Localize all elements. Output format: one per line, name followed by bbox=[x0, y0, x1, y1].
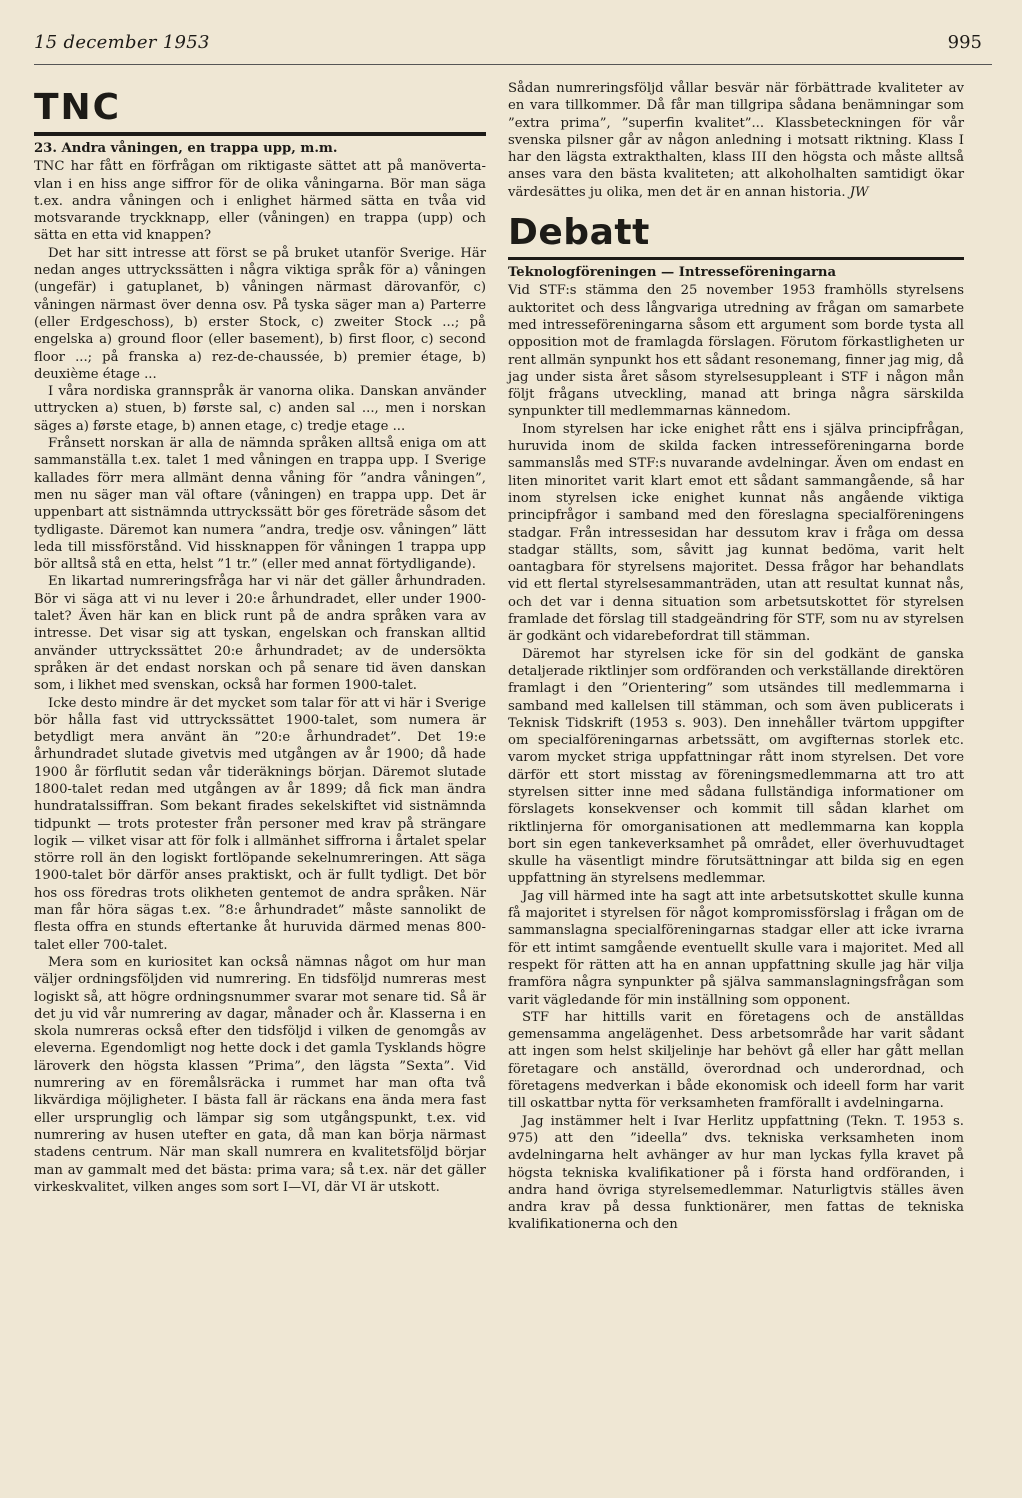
section-title-debatt: Debatt bbox=[508, 212, 650, 254]
paragraph: Jag vill härmed inte ha sagt att inte arbetsutskottet skulle kunna få majoritet i styrelsen för något kompromissförslag i frågan om de sammanslagna specialföreningarnas stadgar eller att icke ivrarna för ett intimt samgående eventuellt skulle vara i majoritet. Med all respekt för rätten att ha en annan uppfattning skulle jag här vilja framföra några synpunkter på själva sammanslagningsfrågan som varit vägledande för min inställning som opponent. bbox=[508, 888, 964, 1008]
title-rule bbox=[508, 257, 964, 260]
paragraph: Det har sitt intresse att först se på bruket utanför Sverige. Här nedan anges uttryckssätten i några viktiga språk för a) våningen (ungefär) i gatuplanet, b) våningen närmast därovanför, c) våningen närmast över denna osv. På tyska säger man a) Parterre (eller Erdgeschoss), b) erster Stock, c) zweiter Stock ...; på engelska a) ground floor (eller basement), b) first floor, c) second floor ...; på franska a) rez-de-chaussée, b) premier étage, b) deuxième étage ... bbox=[34, 245, 486, 382]
paragraph: En likartad numreringsfråga har vi när det gäller århundraden. Bör vi säga att vi nu lever i 20:e århundradet, eller under 1900-talet? Även här kan en blick runt på de andra språken vara av intresse. Det visar sig att tyskan, engelskan och franskan alltid använder uttryckssättet 20:e århundradet; av de undersökta språken är det endast norskan och på senare tid även danskan som, i likhet med svenskan, också har formen 1900-talet. bbox=[34, 574, 486, 694]
section-title-tnc: TNC bbox=[34, 87, 122, 128]
intro-paragraph bbox=[508, 80, 964, 201]
issue-date: 15 december 1953 bbox=[34, 32, 210, 53]
article-subhead: Teknologföreningen — Intresseföreningarna bbox=[508, 265, 837, 281]
paragraph: I våra nordiska grannspråk är vanorna olika. Danskan använder uttrycken a) stuen, b) første sal, c) anden sal ..., men i norskan säges a) første etage, b) annen etage, c) tredje etage ... bbox=[34, 384, 486, 434]
paragraph: Jag instämmer helt i Ivar Herlitz uppfattning (Tekn. T. 1953 s. 975) att den ”ideella” dvs. tekniska verksamheten inom avdelningarna helt avhänger av hur man lyckas fylla kravet på högsta tekniska kvalifikationer på i första hand ordföranden, i andra hand övriga styrelsemedlemmar. Naturligtvis ställes även andra krav på dessa funktionärer, men fattas de tekniska kvalifikationerna och den bbox=[508, 1113, 964, 1233]
right-column bbox=[508, 80, 964, 1234]
author-signature: JW bbox=[849, 184, 869, 200]
paragraph: Vid STF:s stämma den 25 november 1953 framhölls styrelsens auktoritet och dess långvariga utredning av frågan om samarbete med intresseföreningarna såsom ett argument som borde tysta all opposition mot de framlagda förslagen. Förutom förkastligheten ur rent allmän synpunkt hos ett sådant resonemang, finner jag mig, då jag under sista året såsom styrelsesuppleant i STF i någon mån följt frågans utveckling, manad att bringa några särskilda synpunkter till medlemmarnas kännedom. bbox=[508, 283, 964, 420]
paragraph: Icke desto mindre är det mycket som talar för att vi här i Sverige bör hålla fast vid uttryckssättet 1900-talet, som numera är betydligt mera använt än ”20:e århundradet”. Det 19:e århundradet slutade givetvis med utgången av år 1900; då hade 1900 år förflutit sedan vår tideräknings början. Däremot slutade 1800-talet redan med utgången av år 1899; då fick man ändra hundratalssiffran. Som bekant firades sekelskiftet vid sistnämnda tidpunkt — trots protester från personer med krav på strängare logik — vilket visar att för folk i allmänhet siffrorna i årtalet spelar större roll än den logiskt fortlöpande sekelnumreringen. Att säga 1900-talet bör därför anses praktiskt, och är fullt tydligt. Det bör hos oss föredras trots olikheten gentemot de andra språken. När man får höra sägas t.ex. ”8:e århundradet” måste sannolikt de flesta offra en stunds eftertanke åt huruvida därmed menas 800-talet eller 700-talet. bbox=[34, 695, 486, 953]
paragraph: Däremot har styrelsen icke för sin del godkänt de ganska detaljerade riktlinjer som ordföranden och verkställande direktören framlagt i den ”Orientering” som utsändes till medlemmarna i samband med kallelsen till stämman, och som även publicerats i Teknisk Tidskrift (1953 s. 903). Den innehåller tvärtom uppgifter om specialföreningarnas arbetssätt, om avgifternas storlek etc. varom mycket striga uppfattningar rått inom styrelsen. Det vore därför ett stort misstag av föreningsmedlemmarna att tro att styrelsen sitter inne med sådana fullständiga informationer om förslagets konsekvenser och kommit till sådan klarhet om riktlinjerna för omorganisationen att medlemmarna kan koppla bort sin egen tankeverksamhet på området, eller överhuvudtaget skulle ha väsentligt mindre förutsättningar att bilda sig en egen uppfattning än styrelsens medlemmar. bbox=[508, 646, 964, 887]
page-header bbox=[34, 30, 992, 65]
title-rule bbox=[34, 132, 486, 136]
paragraph: TNC har fått en förfrågan om riktigaste sättet att på manövertavlan i en hiss ange siffror för de olika våningarna. Bör man säga t.ex. andra våningen och i enlighet härmed sätta en tvåa vid motsvarande tryckknapp, eller (våningen) en trappa (upp) och sätta en etta vid knappen? bbox=[34, 159, 486, 244]
intro-text: Sådan numreringsföljd vållar besvär när förbättrade kvaliteter av en vara tillkommer. Då får man tillgripa sådana benämningar som ”extra prima”, ”superfin kvalitet”... Klassbeteckningen för vår svenska pilsner går av någon anledning i motsatt riktning. Klass I har den lägsta extrakthalten, klass III den högsta och måste alltså anses vara den bästa kvaliteten; att alkoholhalten samtidigt ökar värdesättes ju olika, men det är en annan historia. bbox=[508, 81, 964, 200]
paragraph: STF har hittills varit en företagens och de anställdas gemensamma angelägenhet. Dess arbetsområde har varit sådant att ingen som helst skiljelinje har behövt gå eller har gått mellan företagare och anställd, överordnad och underordnad, och företagens medverkan i både ekonomisk och ideell form har varit till oskattbar nytta för verksamheten framförallt i avdelningarna. bbox=[508, 1009, 964, 1112]
page-number: 995 bbox=[947, 32, 982, 53]
article-subhead: 23. Andra våningen, en trappa upp, m.m. bbox=[34, 141, 338, 156]
paragraph: Inom styrelsen har icke enighet rått ens i själva principfrågan, huruvida inom de skilda facken intresseföreningarna borde sammanslås med STF:s nuvarande avdelningar. Även om endast en liten minoritet varit klart emot ett sådant sammangående, så har inom styrelsen icke enighet kunnat nås angående viktiga principfrågor i samband med den föreslagna specialföreningens stadgar. Från intressesidan har dessutom krav i fråga om dessa stadgar ställts, som, såvitt jag kunnat bedöma, varit helt oantagbara för styrelsens majoritet. Dessa frågor har behandlats vid ett flertal styrelsesammanträden, utan att resultat kunnat nås, och det var i denna situation som arbetsutskottet för styrelsen framlade det förslag till stadgeändring för STF, som nu av styrelsen är godkänt och vidarebefordrat till stämman. bbox=[508, 421, 964, 645]
paragraph: Mera som en kuriositet kan också nämnas något om hur man väljer ordningsföljden vid numrering. En tidsföljd numreras mest logiskt så, att högre ordningsnummer svarar mot senare tid. Så är det ju vid vår numrering av dagar, månader och år. Klasserna i en skola numreras också efter den tidsföljd i vilken de genomgås av eleverna. Egendomligt nog hette dock i det gamla Tysklands högre läroverk den högsta klassen ”Prima”, den lägsta ”Sexta”. Vid numrering av en föremålsräcka i rummet har man ofta två likvärdiga möjligheter. I bästa fall är räckans ena ända mera fast eller ursprunglig och lämpar sig som utgångspunkt, t.ex. vid numrering av husen utefter en gata, då man kan börja närmast stadens centrum. När man skall numrera en kvalitetsföljd börjar man av gammalt med det bästa: prima vara; så t.ex. när det gäller virkeskvalitet, vilken anges som sort I—VI, där VI är utskott. bbox=[34, 954, 486, 1195]
paragraph: Frånsett norskan är alla de nämnda språken alltså eniga om att sammanställa t.ex. talet 1 med våningen en trappa upp. I Sverige kallades förr mera allmänt denna våning för ”andra våningen”, men nu säger man väl oftare (våningen) en trappa upp. Det är uppenbart att sistnämnda uttryckssätt bör ges företräde såsom det tydligaste. Däremot kan numera ”andra, tredje osv. våningen” lätt leda till missförstånd. Vid hissknappen för våningen 1 trappa upp bör alltså stå en etta, helst ”1 tr.” (eller med annat förtydligande). bbox=[34, 436, 486, 573]
left-column bbox=[34, 80, 486, 1196]
